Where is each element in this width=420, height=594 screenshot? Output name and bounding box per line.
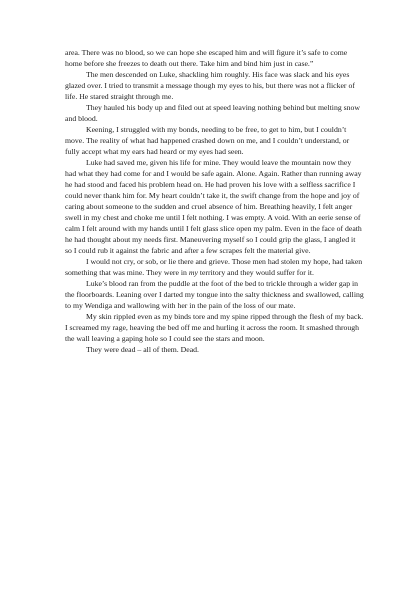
paragraph-1: area. There was no blood, so we can hope she escaped him and will figure it’s safe to come home before she freezes to death out there. Take him and bind him just in case.” xyxy=(65,48,348,68)
paragraph-4: Keening, I struggled with my bonds, needing to be free, to get to him, but I couldn’t move. The reality of what had happened crashed down on me, and I couldn’t understand, or fully accept what my ears had heard or my eyes had seen. xyxy=(65,125,350,156)
paragraph-6-emphasis: my xyxy=(188,268,198,277)
paragraph-6-text-after: territory and they would suffer for it. xyxy=(197,268,314,277)
paragraph-5: Luke had saved me, given his life for mine. They would leave the mountain now they had what they had come for and I would be safe again. Alone. Again. Rather than running away he had stood and faced his problem head on. He had proven his love with a selfless sacrifice I could never thank him for. My heart couldn’t take it, the swift change from the hope and joy of caring about someone to the sudden and cruel absence of him. Breathing heavily, I felt anger swell in my chest and choke me until I felt nothing. I was empty. A void. With an eerie sense of calm I felt around with my hands until I felt glass slice open my palm. Even in the face of death he had thought about my needs first. Maneuvering myself so I could grip the glass, I angled it so I could rub it against the fabric and after a few scrapes felt the material give. xyxy=(65,158,362,255)
body-text xyxy=(65,47,364,355)
paragraph-2: The men descended on Luke, shackling him roughly. His face was slack and his eyes glazed over. I tried to transmit a message though my eyes to his, but there was not a flicker of life. He stared straight through me. xyxy=(65,70,355,101)
paragraph-8: My skin rippled even as my binds tore and my spine ripped through the flesh of my back. I screamed my rage, heaving the bed off me and hurling it across the room. It smashed through the wall leaving a gaping hole so I could see the stars and moon. xyxy=(65,312,364,343)
paragraph-7: Luke’s blood ran from the puddle at the foot of the bed to trickle through a wider gap in the floorboards. Leaning over I darted my tongue into the salty thickness and swallowed, calling to my Wendiga and wallowing with her in the pain of the loss of our mate. xyxy=(65,279,364,310)
paragraph-3: They hauled his body up and filed out at speed leaving nothing behind but melting snow and blood. xyxy=(65,103,361,123)
paragraph-6-text-before: I would not cry, or sob, or lie there and grieve. Those men had stolen my hope, had taken something that was mine. They were in xyxy=(65,257,363,277)
paragraph-6 xyxy=(65,256,364,278)
paragraph-9: They were dead – all of them. Dead. xyxy=(86,345,199,354)
